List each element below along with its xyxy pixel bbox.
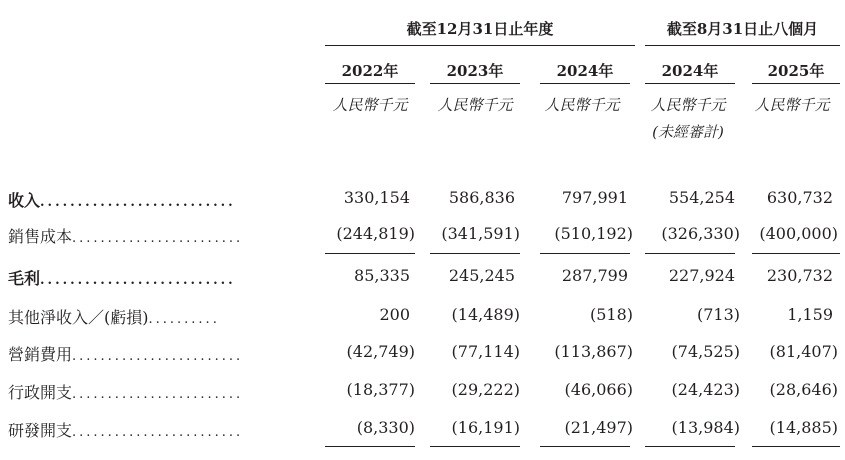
unaudited-note: (未經審計) [652, 123, 724, 141]
cell-value: (14,489) [451, 305, 520, 324]
row-label-text: 收入 [8, 191, 41, 210]
cell-value: (13,984) [671, 418, 740, 437]
leader-dots: .......... [148, 312, 220, 327]
cell-value: 245,245 [448, 266, 515, 285]
group-header-eight-months: 截至8月31日止八個月 [666, 20, 819, 38]
cell-value: 227,924 [668, 266, 735, 285]
group-header-year-ended: 截至12月31日止年度 [406, 20, 554, 38]
leader-dots: ........................ [72, 231, 244, 246]
subtotal-rule-2 [430, 253, 520, 254]
bottom-rule-5 [752, 446, 840, 447]
cell-value: (24,423) [671, 380, 740, 399]
cell-value: 85,335 [354, 266, 410, 285]
cell-value: (18,377) [346, 380, 415, 399]
table-row-other-net-income [0, 305, 845, 329]
leader-dots: ........................ [72, 425, 244, 440]
cell-value: (244,819) [336, 224, 415, 243]
table-row-rnd-expenses [0, 418, 845, 442]
cell-value: (81,407) [769, 342, 838, 361]
row-label-text: 行政開支 [8, 383, 73, 402]
leader-dots: ........................ [72, 349, 244, 364]
cell-value: (400,000) [759, 224, 838, 243]
table-row-gross-profit [0, 266, 845, 290]
subtotal-rule-3 [540, 253, 630, 254]
year-underline-2 [430, 83, 520, 84]
table-row-admin-expenses [0, 380, 845, 404]
cell-value: 330,154 [343, 188, 410, 207]
cell-value: (518) [589, 305, 633, 324]
unit-header-3: 人民幣千元 [544, 96, 620, 114]
cell-value: (29,222) [451, 380, 520, 399]
cell-value: (46,066) [564, 380, 633, 399]
cell-value: 200 [379, 305, 410, 324]
cell-value: (21,497) [564, 418, 633, 437]
subtotal-rule-1 [325, 253, 415, 254]
cell-value: (326,330) [661, 224, 740, 243]
table-row-marketing-expenses [0, 342, 845, 366]
row-label [8, 305, 220, 328]
cell-value: (341,591) [441, 224, 520, 243]
group-underline-2 [645, 45, 840, 46]
leader-dots: .......................... [40, 273, 236, 288]
year-header-5: 2025年 [767, 62, 825, 80]
year-underline-4 [645, 83, 735, 84]
row-label [8, 188, 236, 211]
cell-value: 554,254 [668, 188, 735, 207]
year-underline-3 [540, 83, 630, 84]
unit-header-4: 人民幣千元 [650, 96, 726, 114]
unit-header-5: 人民幣千元 [754, 96, 830, 114]
row-label-text: 毛利 [8, 269, 41, 288]
year-header-4: 2024年 [661, 62, 719, 80]
row-label-text: 營銷費用 [8, 345, 73, 364]
row-label-text: 研發開支 [8, 421, 73, 440]
leader-dots: .......................... [40, 195, 236, 210]
table-row-revenue [0, 188, 845, 212]
cell-value: (510,192) [554, 224, 633, 243]
bottom-rule-2 [430, 446, 520, 447]
year-header-1: 2022年 [341, 62, 399, 80]
row-label [8, 342, 243, 365]
leader-dots: ........................ [72, 387, 244, 402]
cell-value: (113,867) [554, 342, 633, 361]
cell-value: (8,330) [356, 418, 415, 437]
subtotal-rule-4 [645, 253, 735, 254]
cell-value: (713) [696, 305, 740, 324]
unit-header-2: 人民幣千元 [437, 96, 513, 114]
table-row-cost-of-sales [0, 224, 845, 248]
row-label-text: 其他淨收入／(虧損) [8, 308, 149, 327]
cell-value: 1,159 [787, 305, 833, 324]
year-header-2: 2023年 [446, 62, 504, 80]
year-underline-5 [752, 83, 840, 84]
cell-value: 287,799 [561, 266, 628, 285]
cell-value: (14,885) [769, 418, 838, 437]
bottom-rule-3 [540, 446, 630, 447]
row-label [8, 380, 243, 403]
bottom-rule-1 [325, 446, 415, 447]
row-label [8, 266, 236, 289]
cell-value: 230,732 [766, 266, 833, 285]
cell-value: (74,525) [671, 342, 740, 361]
group-underline-1 [325, 45, 635, 46]
subtotal-rule-5 [752, 253, 840, 254]
year-header-3: 2024年 [556, 62, 614, 80]
unit-header-1: 人民幣千元 [332, 96, 408, 114]
cell-value: (28,646) [769, 380, 838, 399]
row-label-text: 銷售成本 [8, 227, 73, 246]
row-label [8, 418, 243, 441]
cell-value: (42,749) [346, 342, 415, 361]
cell-value: 797,991 [561, 188, 628, 207]
bottom-rule-4 [645, 446, 735, 447]
cell-value: 586,836 [448, 188, 515, 207]
cell-value: 630,732 [766, 188, 833, 207]
row-label [8, 224, 243, 247]
cell-value: (77,114) [451, 342, 520, 361]
year-underline-1 [325, 83, 415, 84]
cell-value: (16,191) [451, 418, 520, 437]
